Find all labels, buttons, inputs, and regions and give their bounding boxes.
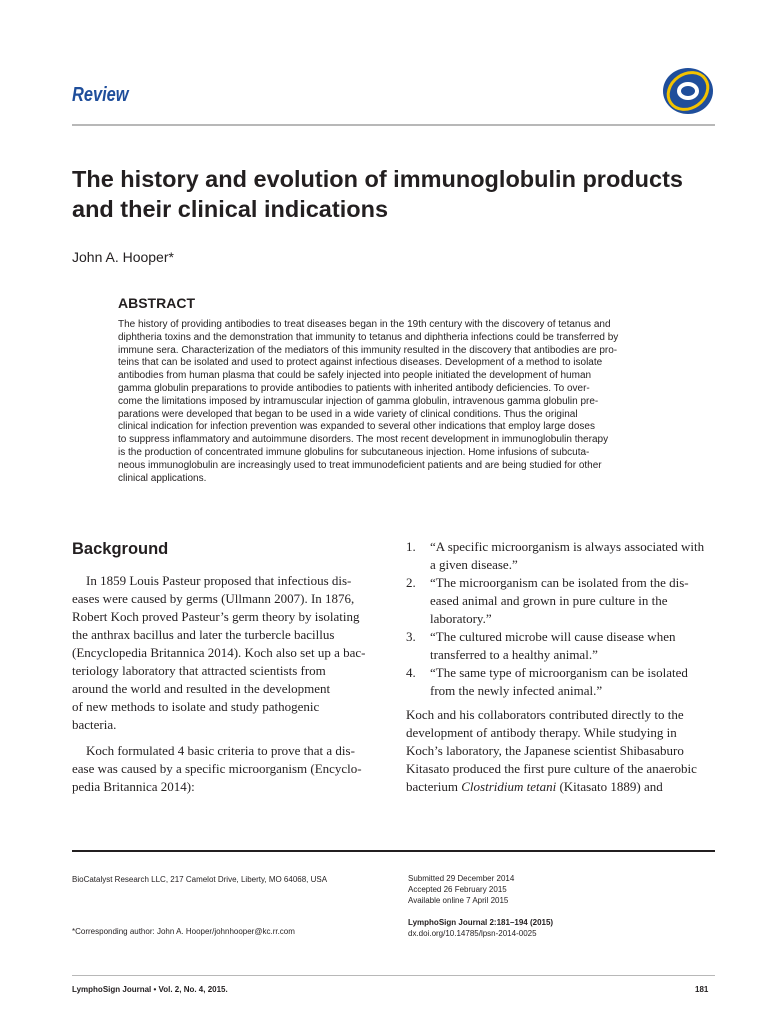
abstract-line: parations were developed that began to be used in a wide variety of clinical conditions. Thus the original [118, 408, 578, 420]
abstract-line: come the limitations imposed by intramuscular injection of gamma globulin, intravenous gamma globulin pre- [118, 395, 599, 407]
abstract-line: to suppress inflammatory and autoimmune disorders. The most recent development in immunoglobulin therapy [118, 434, 609, 446]
text-line: Kitasato produced the first pure culture of the anaerobic [406, 761, 697, 776]
publication-dates [408, 873, 514, 906]
text-line: the anthrax bacillus and later the turbercle bacillus [72, 627, 335, 642]
text-line: eases were caused by germs (Ullmann 2007). In 1876, [72, 591, 355, 606]
text-line [406, 778, 716, 796]
text-line: In 1859 Louis Pasteur proposed that infectious dis- [86, 573, 352, 588]
text-line: bacteria. [72, 717, 117, 732]
text-line: “A specific microorganism is always associated with [430, 539, 705, 554]
list-item [406, 628, 716, 664]
title-line: The history and evolution of immunoglobulin products [72, 166, 683, 192]
author-affiliation: BioCatalyst Research LLC, 217 Camelot Drive, Liberty, MO 64068, USA [72, 875, 328, 884]
text-line: laboratory.” [430, 611, 492, 626]
background-paragraph-3 [406, 706, 716, 796]
running-footer: LymphoSign Journal • Vol. 2, No. 4, 2015. [72, 985, 228, 994]
abstract-heading: ABSTRACT [118, 295, 195, 311]
text-line: Koch formulated 4 basic criteria to prove that a dis- [86, 743, 355, 758]
citation-block [408, 917, 553, 939]
text-line: pedia Britannica 2014): [72, 779, 195, 794]
background-heading: Background [72, 540, 169, 558]
accepted-date: Accepted 26 February 2015 [408, 885, 507, 894]
text-line: “The microorganism can be isolated from the dis- [430, 575, 689, 590]
background-paragraph-2 [72, 742, 382, 796]
text-line: from the newly infected animal.” [430, 683, 603, 698]
abstract-line: gamma globulin preparations to provide antibodies to patients with inherited antibody deficiencies. To over- [118, 382, 590, 394]
list-item [406, 574, 716, 628]
text-line: Robert Koch proved Pasteur’s germ theory by isolating [72, 609, 360, 624]
text-line: eased animal and grown in pure culture in the [430, 593, 668, 608]
doi-link[interactable]: dx.doi.org/10.14785/lpsn-2014-0025 [408, 929, 537, 938]
abstract-line: diphtheria toxins and the demonstration that immunity to tetanus and diphtheria infections could be transferred by [118, 331, 619, 343]
list-item [406, 538, 716, 574]
text-line: “The same type of microorganism can be isolated [430, 665, 688, 680]
koch-criteria-list [406, 538, 716, 700]
species-name: Clostridium tetani [461, 779, 557, 794]
article-title [72, 164, 732, 224]
header-divider [72, 124, 715, 126]
abstract-body [118, 319, 718, 485]
footnote-divider [72, 850, 715, 852]
corresponding-author: *Corresponding author: John A. Hooper/johnhooper@kc.rr.com [72, 927, 295, 936]
journal-citation: LymphoSign Journal 2:181–194 (2015) [408, 918, 554, 927]
page-number: 181 [695, 985, 709, 994]
text-line: Koch’s laboratory, the Japanese scientist Shibasaburo [406, 743, 684, 758]
text-line: “The cultured microbe will cause disease when [430, 629, 676, 644]
online-date: Available online 7 April 2015 [408, 896, 509, 905]
author-name: John A. Hooper* [72, 249, 174, 265]
text-span: bacterium [406, 779, 462, 794]
journal-globe-logo-icon [661, 66, 715, 116]
text-line: (Encyclopedia Britannica 2014). Koch also set up a bac- [72, 645, 366, 660]
text-line: development of antibody therapy. While studying in [406, 725, 677, 740]
text-line: transferred to a healthy animal.” [430, 647, 598, 662]
text-line: a given disease.” [430, 557, 518, 572]
title-line: and their clinical indications [72, 196, 389, 222]
abstract-line: is the production of concentrated immune globulins for subcutaneous injection. Home infusions of subcuta- [118, 446, 590, 458]
text-line: Koch and his collaborators contributed directly to the [406, 707, 684, 722]
abstract-line: clinical indication for infection prevention was expanded to several other indications that employ large doses [118, 421, 595, 433]
abstract-line: clinical applications. [118, 472, 207, 484]
footer-divider [72, 975, 715, 976]
background-paragraph-1 [72, 572, 382, 734]
text-span: (Kitasato 1889) and [556, 779, 663, 794]
list-number: 2. [406, 575, 416, 590]
abstract-line: antibodies from human plasma that could be safely injected into people initiated the development of human [118, 370, 592, 382]
list-number: 3. [406, 629, 416, 644]
list-number: 4. [406, 665, 416, 680]
text-line: around the world and resulted in the development [72, 681, 331, 696]
abstract-line: The history of providing antibodies to treat diseases began in the 19th century with the discovery of tetanus and [118, 319, 611, 330]
abstract-line: immune sera. Characterization of the mediators of this immunity resulted in the discovery that antibodies are pro- [118, 344, 618, 356]
list-number: 1. [406, 539, 416, 554]
abstract-line: neous immunoglobulin are increasingly used to treat immunodeficient patients and are being studied for other [118, 459, 602, 471]
abstract-line: teins that can be isolated and used to protect against infectious diseases. Development of a method to isolate [118, 357, 603, 369]
text-line: ease was caused by a specific microorganism (Encyclo- [72, 761, 362, 776]
section-label: Review [72, 84, 129, 106]
submitted-date: Submitted 29 December 2014 [408, 874, 515, 883]
text-line: teriology laboratory that attracted scientists from [72, 663, 326, 678]
text-line: of new methods to isolate and study pathogenic [72, 699, 320, 714]
list-item [406, 664, 716, 700]
